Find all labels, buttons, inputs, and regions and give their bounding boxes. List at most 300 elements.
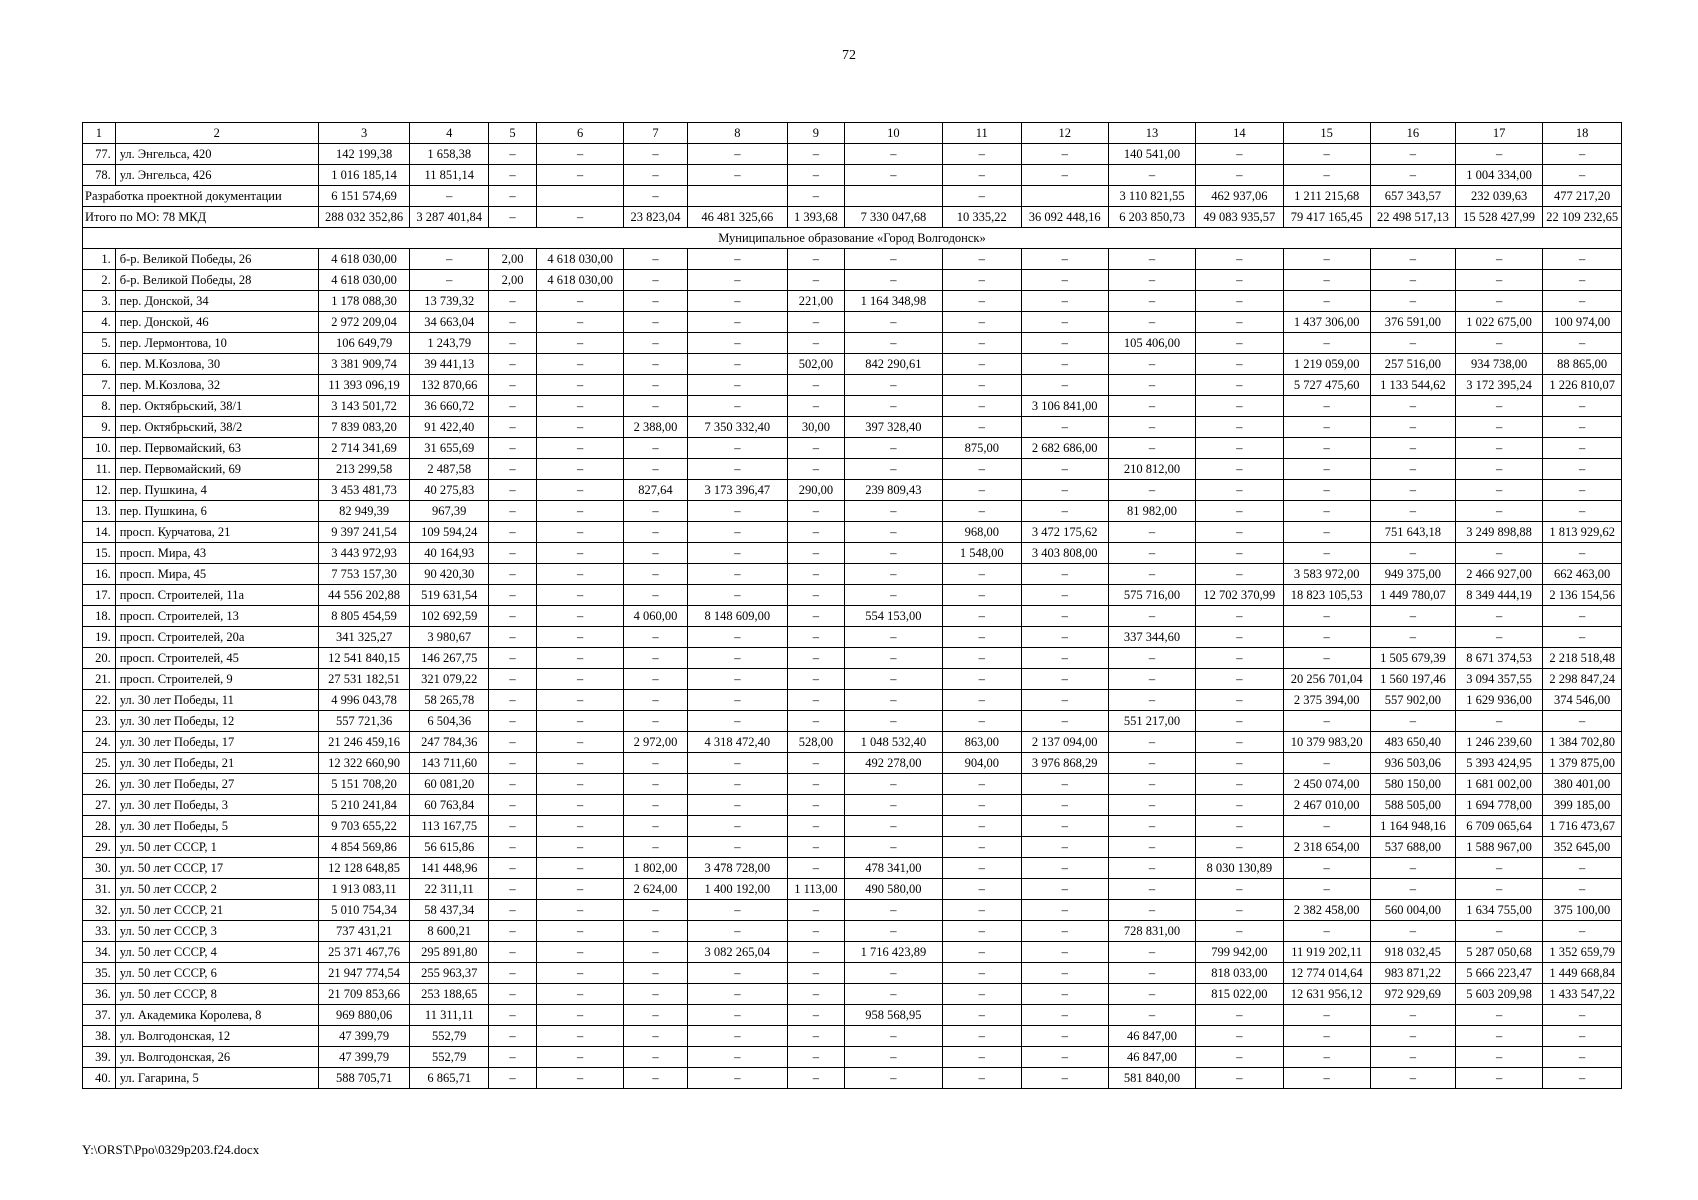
table-cell: просп. Строителей, 20а — [115, 627, 318, 648]
table-cell: 842 290,61 — [844, 354, 942, 375]
table-cell: – — [1196, 438, 1283, 459]
table-cell: – — [624, 333, 687, 354]
table-cell: 3 — [318, 123, 410, 144]
table-cell: – — [687, 165, 787, 186]
table-cell: 1 634 755,00 — [1455, 900, 1542, 921]
table-cell: – — [788, 186, 845, 207]
table-cell: 352 645,00 — [1543, 837, 1622, 858]
table-cell: – — [1455, 1068, 1542, 1089]
table-cell: – — [537, 438, 624, 459]
table-cell: – — [1543, 1005, 1622, 1026]
table-cell: 257 516,00 — [1370, 354, 1455, 375]
table-cell: 15 — [1283, 123, 1370, 144]
table-cell: 5 666 223,47 — [1455, 963, 1542, 984]
table-cell: 19. — [83, 627, 116, 648]
table-cell: 490 580,00 — [844, 879, 942, 900]
table-cell: 560 004,00 — [1370, 900, 1455, 921]
table-row — [83, 459, 1622, 480]
table-cell: 8 349 444,19 — [1455, 585, 1542, 606]
table-cell: – — [1370, 438, 1455, 459]
table-cell: 15. — [83, 543, 116, 564]
table-cell: 8. — [83, 396, 116, 417]
table-cell: 10 335,22 — [943, 207, 1022, 228]
table-cell: 3 082 265,04 — [687, 942, 787, 963]
table-cell: – — [1543, 165, 1622, 186]
table-cell: – — [537, 459, 624, 480]
table-cell: 1 802,00 — [624, 858, 687, 879]
table-cell: – — [624, 711, 687, 732]
table-cell: – — [788, 144, 845, 165]
table-cell: – — [1283, 459, 1370, 480]
table-cell: – — [687, 690, 787, 711]
table-cell: 77. — [83, 144, 116, 165]
table-cell: ул. 50 лет СССР, 6 — [115, 963, 318, 984]
table-row — [83, 354, 1622, 375]
table-cell: – — [943, 501, 1022, 522]
table-cell: – — [1196, 480, 1283, 501]
table-cell: просп. Мира, 45 — [115, 564, 318, 585]
table-cell: 23 823,04 — [624, 207, 687, 228]
table-cell: – — [943, 585, 1022, 606]
table-cell: – — [489, 1068, 537, 1089]
table-row — [83, 522, 1622, 543]
table-cell: 3 478 728,00 — [687, 858, 787, 879]
table-cell: 374 546,00 — [1543, 690, 1622, 711]
table-row — [83, 165, 1622, 186]
table-cell: – — [1283, 879, 1370, 900]
table-cell: – — [1021, 858, 1108, 879]
table-cell: – — [537, 291, 624, 312]
table-cell: – — [1021, 606, 1108, 627]
table-cell: 2,00 — [489, 270, 537, 291]
table-cell: 5 151 708,20 — [318, 774, 410, 795]
table-cell: – — [1196, 165, 1283, 186]
table-cell: – — [844, 627, 942, 648]
table-cell: 4 854 569,86 — [318, 837, 410, 858]
table-cell: 1 048 532,40 — [844, 732, 942, 753]
table-cell: 737 431,21 — [318, 921, 410, 942]
table-cell: – — [1543, 144, 1622, 165]
table-cell: – — [1021, 375, 1108, 396]
table-cell: 4 996 043,78 — [318, 690, 410, 711]
table-cell: – — [1455, 480, 1542, 501]
table-cell: – — [943, 627, 1022, 648]
table-cell: 1 022 675,00 — [1455, 312, 1542, 333]
table-cell: – — [1108, 396, 1195, 417]
table-cell: – — [1455, 879, 1542, 900]
table-cell: 142 199,38 — [318, 144, 410, 165]
table-row — [83, 438, 1622, 459]
table-row — [83, 606, 1622, 627]
table-cell: 3 976 868,29 — [1021, 753, 1108, 774]
table-cell: 1 716 423,89 — [844, 942, 942, 963]
table-cell: – — [1455, 501, 1542, 522]
table-cell: – — [624, 669, 687, 690]
table-cell: 519 631,54 — [410, 585, 489, 606]
table-cell: – — [687, 900, 787, 921]
table-cell: – — [1283, 417, 1370, 438]
table-cell: – — [1283, 165, 1370, 186]
table-cell: – — [1021, 1026, 1108, 1047]
table-cell: – — [943, 879, 1022, 900]
table-cell: – — [1021, 963, 1108, 984]
table-cell: 6 151 574,69 — [318, 186, 410, 207]
table-cell: 9 703 655,22 — [318, 816, 410, 837]
table-cell: б-р. Великой Победы, 26 — [115, 249, 318, 270]
table-cell: – — [1370, 543, 1455, 564]
table-cell: – — [1196, 774, 1283, 795]
table-cell: – — [943, 186, 1022, 207]
table-cell: – — [489, 480, 537, 501]
table-cell: – — [943, 837, 1022, 858]
table-cell: 4 618 030,00 — [537, 270, 624, 291]
table-cell: – — [1196, 795, 1283, 816]
table-cell: – — [624, 1047, 687, 1068]
table-cell: 3 173 396,47 — [687, 480, 787, 501]
table-cell: – — [624, 459, 687, 480]
table-cell: – — [1283, 438, 1370, 459]
table-cell: – — [687, 501, 787, 522]
table-cell: – — [844, 711, 942, 732]
table-cell: – — [1455, 144, 1542, 165]
table-cell: – — [1021, 501, 1108, 522]
table-cell: – — [1021, 480, 1108, 501]
table-cell: – — [1021, 291, 1108, 312]
table-cell: 27. — [83, 795, 116, 816]
table-cell: – — [624, 900, 687, 921]
table-cell: 2 298 847,24 — [1543, 669, 1622, 690]
table-cell: 1 246 239,60 — [1455, 732, 1542, 753]
table-cell: – — [844, 543, 942, 564]
table-cell: – — [1196, 417, 1283, 438]
table-cell: ул. 50 лет СССР, 3 — [115, 921, 318, 942]
table-cell: – — [537, 606, 624, 627]
table-cell: – — [489, 207, 537, 228]
table-cell: – — [844, 459, 942, 480]
table-cell: 34 663,04 — [410, 312, 489, 333]
table-cell: – — [1196, 921, 1283, 942]
table-cell: – — [844, 249, 942, 270]
table-cell: 21 947 774,54 — [318, 963, 410, 984]
table-row — [83, 690, 1622, 711]
table-cell: 210 812,00 — [1108, 459, 1195, 480]
table-cell: – — [624, 543, 687, 564]
table-cell: б-р. Великой Победы, 28 — [115, 270, 318, 291]
table-cell: ул. Волгодонская, 12 — [115, 1026, 318, 1047]
table-cell: – — [1021, 879, 1108, 900]
table-cell: – — [943, 942, 1022, 963]
table-cell: ул. 30 лет Победы, 12 — [115, 711, 318, 732]
table-cell: – — [537, 732, 624, 753]
table-cell: ул. 50 лет СССР, 21 — [115, 900, 318, 921]
table-cell: 1 913 083,11 — [318, 879, 410, 900]
table-cell: – — [489, 900, 537, 921]
table-cell: 1 813 929,62 — [1543, 522, 1622, 543]
table-cell: – — [943, 774, 1022, 795]
table-cell: – — [537, 921, 624, 942]
table-cell: – — [1283, 858, 1370, 879]
table-cell: 5 — [489, 123, 537, 144]
table-cell: ул. 30 лет Победы, 11 — [115, 690, 318, 711]
table-cell: ул. Академика Королева, 8 — [115, 1005, 318, 1026]
table-cell: 12 774 014,64 — [1283, 963, 1370, 984]
table-cell: 40 164,93 — [410, 543, 489, 564]
table-cell: – — [537, 900, 624, 921]
table-cell: – — [1021, 837, 1108, 858]
table-cell: – — [1283, 711, 1370, 732]
table-cell: – — [687, 564, 787, 585]
table-cell: 2 714 341,69 — [318, 438, 410, 459]
table-cell: – — [943, 669, 1022, 690]
table-cell: – — [788, 984, 845, 1005]
table-row — [83, 375, 1622, 396]
table-cell: 3 143 501,72 — [318, 396, 410, 417]
table-cell: 58 265,78 — [410, 690, 489, 711]
table-cell: 1 113,00 — [788, 879, 845, 900]
table-cell: – — [624, 144, 687, 165]
table-cell: – — [489, 1026, 537, 1047]
table-cell: – — [788, 1068, 845, 1089]
table-cell: – — [537, 1026, 624, 1047]
table-cell: 462 937,06 — [1196, 186, 1283, 207]
table-cell: ул. 30 лет Победы, 27 — [115, 774, 318, 795]
table-cell: 12 541 840,15 — [318, 648, 410, 669]
table-cell: – — [624, 375, 687, 396]
table-cell: – — [943, 795, 1022, 816]
table-cell: – — [687, 837, 787, 858]
table-cell: – — [943, 1068, 1022, 1089]
table-cell: – — [788, 669, 845, 690]
table-cell: 9 — [788, 123, 845, 144]
table-cell: – — [788, 942, 845, 963]
table-cell: – — [1196, 333, 1283, 354]
table-cell: ул. Энгельса, 426 — [115, 165, 318, 186]
table-cell: 554 153,00 — [844, 606, 942, 627]
table-cell: 552,79 — [410, 1026, 489, 1047]
table-cell: 936 503,06 — [1370, 753, 1455, 774]
table-cell: – — [489, 1047, 537, 1068]
table-cell: 1 226 810,07 — [1543, 375, 1622, 396]
table-cell: 657 343,57 — [1370, 186, 1455, 207]
table-cell: – — [624, 564, 687, 585]
table-cell: – — [489, 396, 537, 417]
table-cell: 11 851,14 — [410, 165, 489, 186]
table-cell: – — [943, 921, 1022, 942]
table-cell: – — [1543, 396, 1622, 417]
table-cell: – — [537, 501, 624, 522]
register-table — [82, 122, 1622, 1089]
table-cell: 3 472 175,62 — [1021, 522, 1108, 543]
table-cell: 1 164 948,16 — [1370, 816, 1455, 837]
table-cell: – — [1196, 648, 1283, 669]
table-cell: – — [537, 165, 624, 186]
table-cell: – — [1108, 774, 1195, 795]
table-cell: 105 406,00 — [1108, 333, 1195, 354]
table-cell: – — [489, 585, 537, 606]
table-cell: – — [1370, 144, 1455, 165]
table-cell: 46 847,00 — [1108, 1026, 1195, 1047]
table-cell: – — [624, 963, 687, 984]
table-cell: 295 891,80 — [410, 942, 489, 963]
table-cell: ул. 50 лет СССР, 4 — [115, 942, 318, 963]
table-cell: 967,39 — [410, 501, 489, 522]
table-cell: 82 949,39 — [318, 501, 410, 522]
table-cell: – — [1108, 543, 1195, 564]
table-cell: – — [624, 984, 687, 1005]
table-cell: – — [537, 312, 624, 333]
table-cell: – — [1370, 417, 1455, 438]
table-cell: – — [624, 291, 687, 312]
table-cell: просп. Строителей, 9 — [115, 669, 318, 690]
table-row — [83, 417, 1622, 438]
table-cell: – — [687, 795, 787, 816]
table-cell: – — [1455, 1005, 1542, 1026]
table-cell: 213 299,58 — [318, 459, 410, 480]
table-cell: 551 217,00 — [1108, 711, 1195, 732]
table-cell: 13 739,32 — [410, 291, 489, 312]
table-cell: – — [410, 249, 489, 270]
table-cell: – — [1108, 963, 1195, 984]
table-cell: – — [537, 144, 624, 165]
table-cell: – — [687, 396, 787, 417]
table-cell: – — [1543, 606, 1622, 627]
table-cell: – — [943, 606, 1022, 627]
table-cell: 968,00 — [943, 522, 1022, 543]
table-cell: – — [687, 144, 787, 165]
table-cell: 7 — [624, 123, 687, 144]
table-cell: 3 110 821,55 — [1108, 186, 1195, 207]
table-cell: 17. — [83, 585, 116, 606]
table-row — [83, 501, 1622, 522]
table-cell: – — [844, 522, 942, 543]
table-cell: 15 528 427,99 — [1455, 207, 1542, 228]
table-cell: – — [537, 816, 624, 837]
table-cell: – — [1283, 816, 1370, 837]
table-cell: – — [1370, 459, 1455, 480]
table-cell: – — [687, 312, 787, 333]
table-cell: 483 650,40 — [1370, 732, 1455, 753]
table-cell: – — [489, 627, 537, 648]
table-cell: просп. Строителей, 13 — [115, 606, 318, 627]
table-cell: пер. Лермонтова, 10 — [115, 333, 318, 354]
table-cell: 478 341,00 — [844, 858, 942, 879]
table-cell: 29. — [83, 837, 116, 858]
table-cell: 24. — [83, 732, 116, 753]
table-cell: – — [1108, 480, 1195, 501]
table-cell: – — [788, 333, 845, 354]
table-cell: – — [1021, 417, 1108, 438]
table-cell: – — [844, 921, 942, 942]
table-cell: пер. Октябрьский, 38/1 — [115, 396, 318, 417]
table-cell: – — [687, 648, 787, 669]
table-cell: – — [1196, 732, 1283, 753]
table-cell: 2 — [115, 123, 318, 144]
table-cell: – — [1021, 795, 1108, 816]
table-cell: 552,79 — [410, 1047, 489, 1068]
table-row — [83, 543, 1622, 564]
table-cell: Итого по МО: 78 МКД — [83, 207, 319, 228]
table-cell: 6 504,36 — [410, 711, 489, 732]
table-cell: – — [788, 396, 845, 417]
table-cell: 22 498 517,13 — [1370, 207, 1455, 228]
table-cell: – — [1021, 627, 1108, 648]
table-cell: – — [1196, 627, 1283, 648]
table-cell: – — [1370, 627, 1455, 648]
table-cell: – — [1108, 375, 1195, 396]
table-cell: 2 375 394,00 — [1283, 690, 1370, 711]
table-cell: – — [844, 270, 942, 291]
table-cell: – — [489, 354, 537, 375]
table-cell: – — [1108, 606, 1195, 627]
table-cell: 1 449 668,84 — [1543, 963, 1622, 984]
table-cell: 477 217,20 — [1543, 186, 1622, 207]
table-cell: – — [844, 669, 942, 690]
table-cell: 818 033,00 — [1196, 963, 1283, 984]
table-cell: 1 588 967,00 — [1455, 837, 1542, 858]
table-cell: – — [624, 648, 687, 669]
table-cell: – — [489, 921, 537, 942]
table-cell: – — [687, 963, 787, 984]
table-cell: пер. Пушкина, 6 — [115, 501, 318, 522]
table-cell: – — [1283, 270, 1370, 291]
table-cell: 1 219 059,00 — [1283, 354, 1370, 375]
table-cell: – — [687, 1068, 787, 1089]
table-cell: – — [1108, 837, 1195, 858]
table-cell: 141 448,96 — [410, 858, 489, 879]
table-cell: – — [788, 627, 845, 648]
table-row — [83, 1068, 1622, 1089]
table-cell: 1 433 547,22 — [1543, 984, 1622, 1005]
table-cell: – — [788, 1047, 845, 1068]
table-cell: 875,00 — [943, 438, 1022, 459]
table-cell: – — [943, 984, 1022, 1005]
table-cell: 11 393 096,19 — [318, 375, 410, 396]
table-cell: 2 972,00 — [624, 732, 687, 753]
table-cell: 2 487,58 — [410, 459, 489, 480]
table-cell — [687, 186, 787, 207]
table-cell: – — [788, 816, 845, 837]
table-cell: – — [687, 627, 787, 648]
table-row — [83, 879, 1622, 900]
table-row — [83, 270, 1622, 291]
table-cell: 60 763,84 — [410, 795, 489, 816]
table-cell: – — [844, 816, 942, 837]
table-cell: – — [943, 375, 1022, 396]
table-cell: 47 399,79 — [318, 1026, 410, 1047]
table-cell: – — [1021, 921, 1108, 942]
table-cell: – — [687, 459, 787, 480]
section-title-row — [83, 228, 1622, 249]
table-cell: – — [687, 543, 787, 564]
table-cell: 972 929,69 — [1370, 984, 1455, 1005]
table-cell: пер. Первомайский, 69 — [115, 459, 318, 480]
table-cell: – — [624, 816, 687, 837]
table-cell: 492 278,00 — [844, 753, 942, 774]
table-cell: 4 060,00 — [624, 606, 687, 627]
table-cell: – — [489, 564, 537, 585]
table-cell: – — [1455, 291, 1542, 312]
table-cell: 3 980,67 — [410, 627, 489, 648]
table-cell: просп. Мира, 43 — [115, 543, 318, 564]
table-cell: 22 311,11 — [410, 879, 489, 900]
table-cell: ул. 30 лет Победы, 17 — [115, 732, 318, 753]
table-cell: 3 583 972,00 — [1283, 564, 1370, 585]
table-cell: – — [1108, 417, 1195, 438]
table-cell: – — [687, 921, 787, 942]
table-cell: – — [1283, 543, 1370, 564]
table-cell: 25. — [83, 753, 116, 774]
table-cell: – — [844, 144, 942, 165]
